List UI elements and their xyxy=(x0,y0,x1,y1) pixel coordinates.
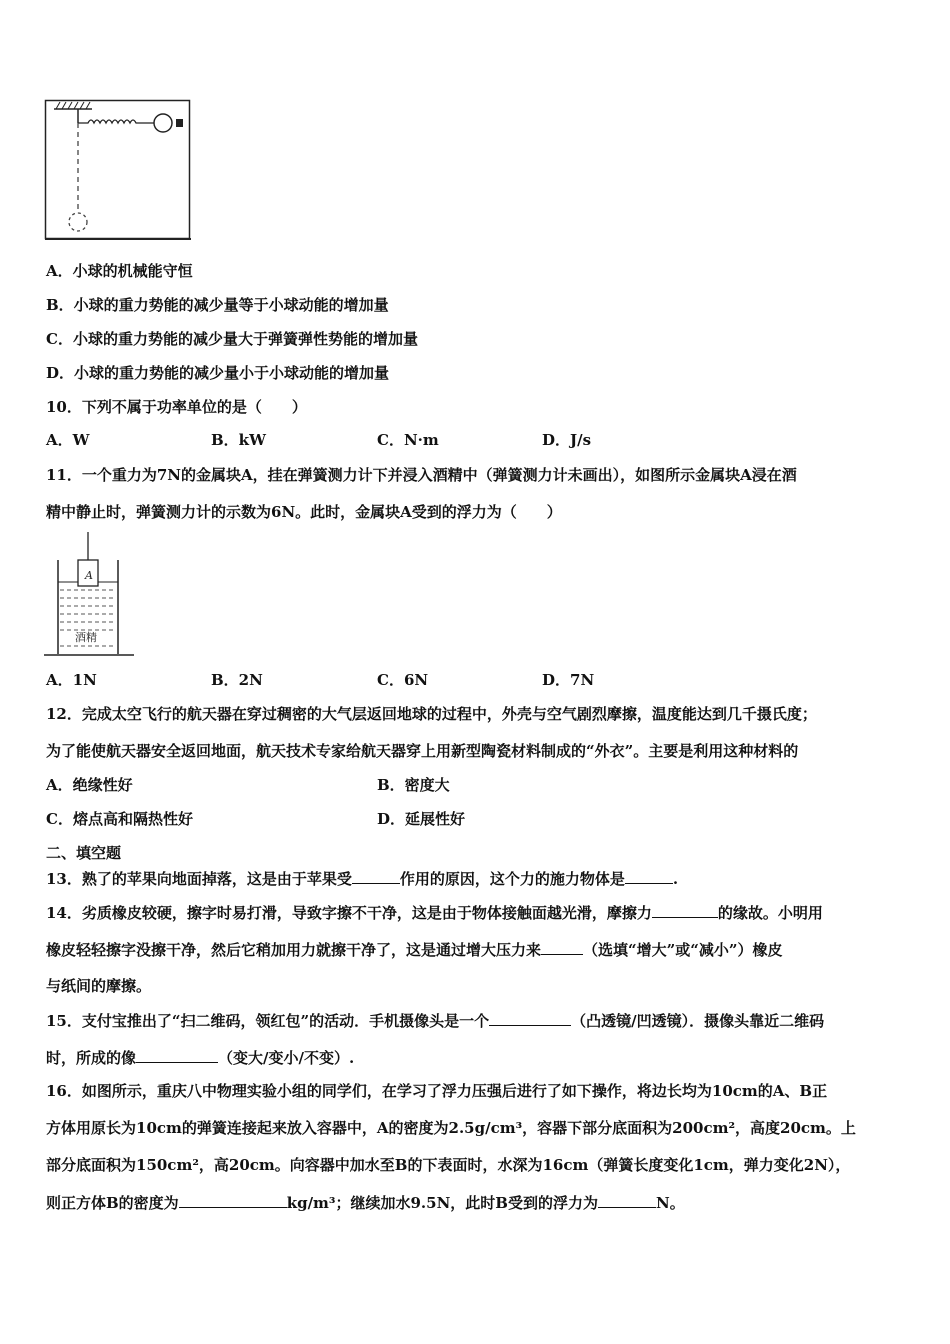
q10-option-c: C．N·m xyxy=(377,431,439,449)
q13-text-3: . xyxy=(672,870,679,888)
q13-blank-2[interactable] xyxy=(625,868,673,884)
section-2-title: 二、填空题 xyxy=(46,844,122,862)
q9-option-a: A．小球的机械能守恒 xyxy=(46,262,193,280)
q13-text-2: 作用的原因，这个力的施力物体是 xyxy=(399,870,625,888)
q16-blank-1[interactable] xyxy=(179,1192,287,1208)
q15-text-4: （变大/变小/不变）. xyxy=(218,1049,355,1067)
q16-line3: 部分底面积为150cm²，高20cm。向容器中加水至B的下表面时，水深为16cm（弹簧长度变化1cm，弹力变化2N）， xyxy=(46,1156,851,1174)
q13 xyxy=(46,868,678,889)
alcohol-label: 酒精 xyxy=(75,631,97,644)
q15-blank-2[interactable] xyxy=(136,1047,218,1063)
q15-text-1: 15．支付宝推出了“扫二维码，领红包”的活动．手机摄像头是一个 xyxy=(46,1012,490,1030)
q10-option-a: A．W xyxy=(46,431,90,449)
q15-line2 xyxy=(46,1047,354,1068)
q12-option-b: B．密度大 xyxy=(377,776,450,794)
q11-stem-line2: 精中静止时，弹簧测力计的示数为6N。此时，金属块A受到的浮力为（ ） xyxy=(46,503,562,521)
q16-text-3: N。 xyxy=(655,1194,685,1212)
q11-option-b: B．2N xyxy=(211,671,263,689)
q16-line2: 方体用原长为10cm的弹簧连接起来放入容器中，A的密度为2.5g/cm³，容器下部分底面积为200cm²，高度20cm。上 xyxy=(46,1119,856,1137)
q10-stem: 10．下列不属于功率单位的是（ ） xyxy=(46,398,307,416)
q10-option-b: B．kW xyxy=(211,431,266,449)
q16-line4 xyxy=(46,1192,685,1213)
q9-option-b: B．小球的重力势能的减少量等于小球动能的增加量 xyxy=(46,296,389,314)
beaker-figure xyxy=(44,532,136,662)
q12-stem-line1: 12．完成太空飞行的航天器在穿过稠密的大气层返回地球的过程中，外壳与空气剧烈摩擦，温度能达到几千摄氏度； xyxy=(46,705,817,723)
q15-line1 xyxy=(46,1010,824,1031)
q13-text-1: 13．熟了的苹果向地面掉落，这是由于苹果受 xyxy=(46,870,352,888)
q11-stem-line1: 11．一个重力为7N的金属块A，挂在弹簧测力计下并浸入酒精中（弹簧测力计未画出），如图所示金属块A浸在酒 xyxy=(46,466,797,484)
q9-option-d: D．小球的重力势能的减少量小于小球动能的增加量 xyxy=(46,364,390,382)
q15-text-3: 时，所成的像 xyxy=(46,1049,137,1067)
q16-text-1: 则正方体B的密度为 xyxy=(46,1194,179,1212)
spring-pendulum-figure xyxy=(44,99,192,242)
q13-blank-1[interactable] xyxy=(352,868,400,884)
q14-line2 xyxy=(46,939,783,960)
block-a-label: A xyxy=(85,569,93,582)
q12-option-a: A．绝缘性好 xyxy=(46,776,133,794)
q11-option-d: D．7N xyxy=(542,671,595,689)
q14-line3: 与纸间的摩擦。 xyxy=(46,977,152,995)
q14-text-3: 橡皮轻轻擦字没擦干净，然后它稍加用力就擦干净了，这是通过增大压力来 xyxy=(46,941,542,959)
q15-text-2: （凸透镜/凹透镜）．摄像头靠近二维码 xyxy=(571,1012,825,1030)
q15-blank-1[interactable] xyxy=(489,1010,571,1026)
q14-text-2: 的缘故。小明用 xyxy=(717,904,823,922)
q12-option-c: C．熔点高和隔热性好 xyxy=(46,810,193,828)
q16-line1: 16．如图所示，重庆八中物理实验小组的同学们，在学习了浮力压强后进行了如下操作，将边长均为10cm的A、B正 xyxy=(46,1082,828,1100)
q14-blank-2[interactable] xyxy=(541,939,583,955)
q11-option-c: C．6N xyxy=(377,671,429,689)
q14-text-1: 14．劣质橡皮较硬，擦字时易打滑，导致字擦不干净，这是由于物体接触面越光滑，摩擦力 xyxy=(46,904,652,922)
q14-blank-1[interactable] xyxy=(652,902,718,918)
q16-text-2: kg/m³；继续加水9.5N，此时B受到的浮力为 xyxy=(286,1194,598,1212)
q14-text-4: （选填“增大”或“减小”）橡皮 xyxy=(583,941,783,959)
q12-option-d: D．延展性好 xyxy=(377,810,466,828)
q10-option-d: D．J/s xyxy=(542,431,592,449)
q14-line1 xyxy=(46,902,823,923)
q9-option-c: C．小球的重力势能的减少量大于弹簧弹性势能的增加量 xyxy=(46,330,418,348)
q11-option-a: A．1N xyxy=(46,671,97,689)
q12-stem-line2: 为了能使航天器安全返回地面，航天技术专家给航天器穿上用新型陶瓷材料制成的“外衣”。主要是利用这种材料的 xyxy=(46,742,799,760)
q16-blank-2[interactable] xyxy=(598,1192,656,1208)
